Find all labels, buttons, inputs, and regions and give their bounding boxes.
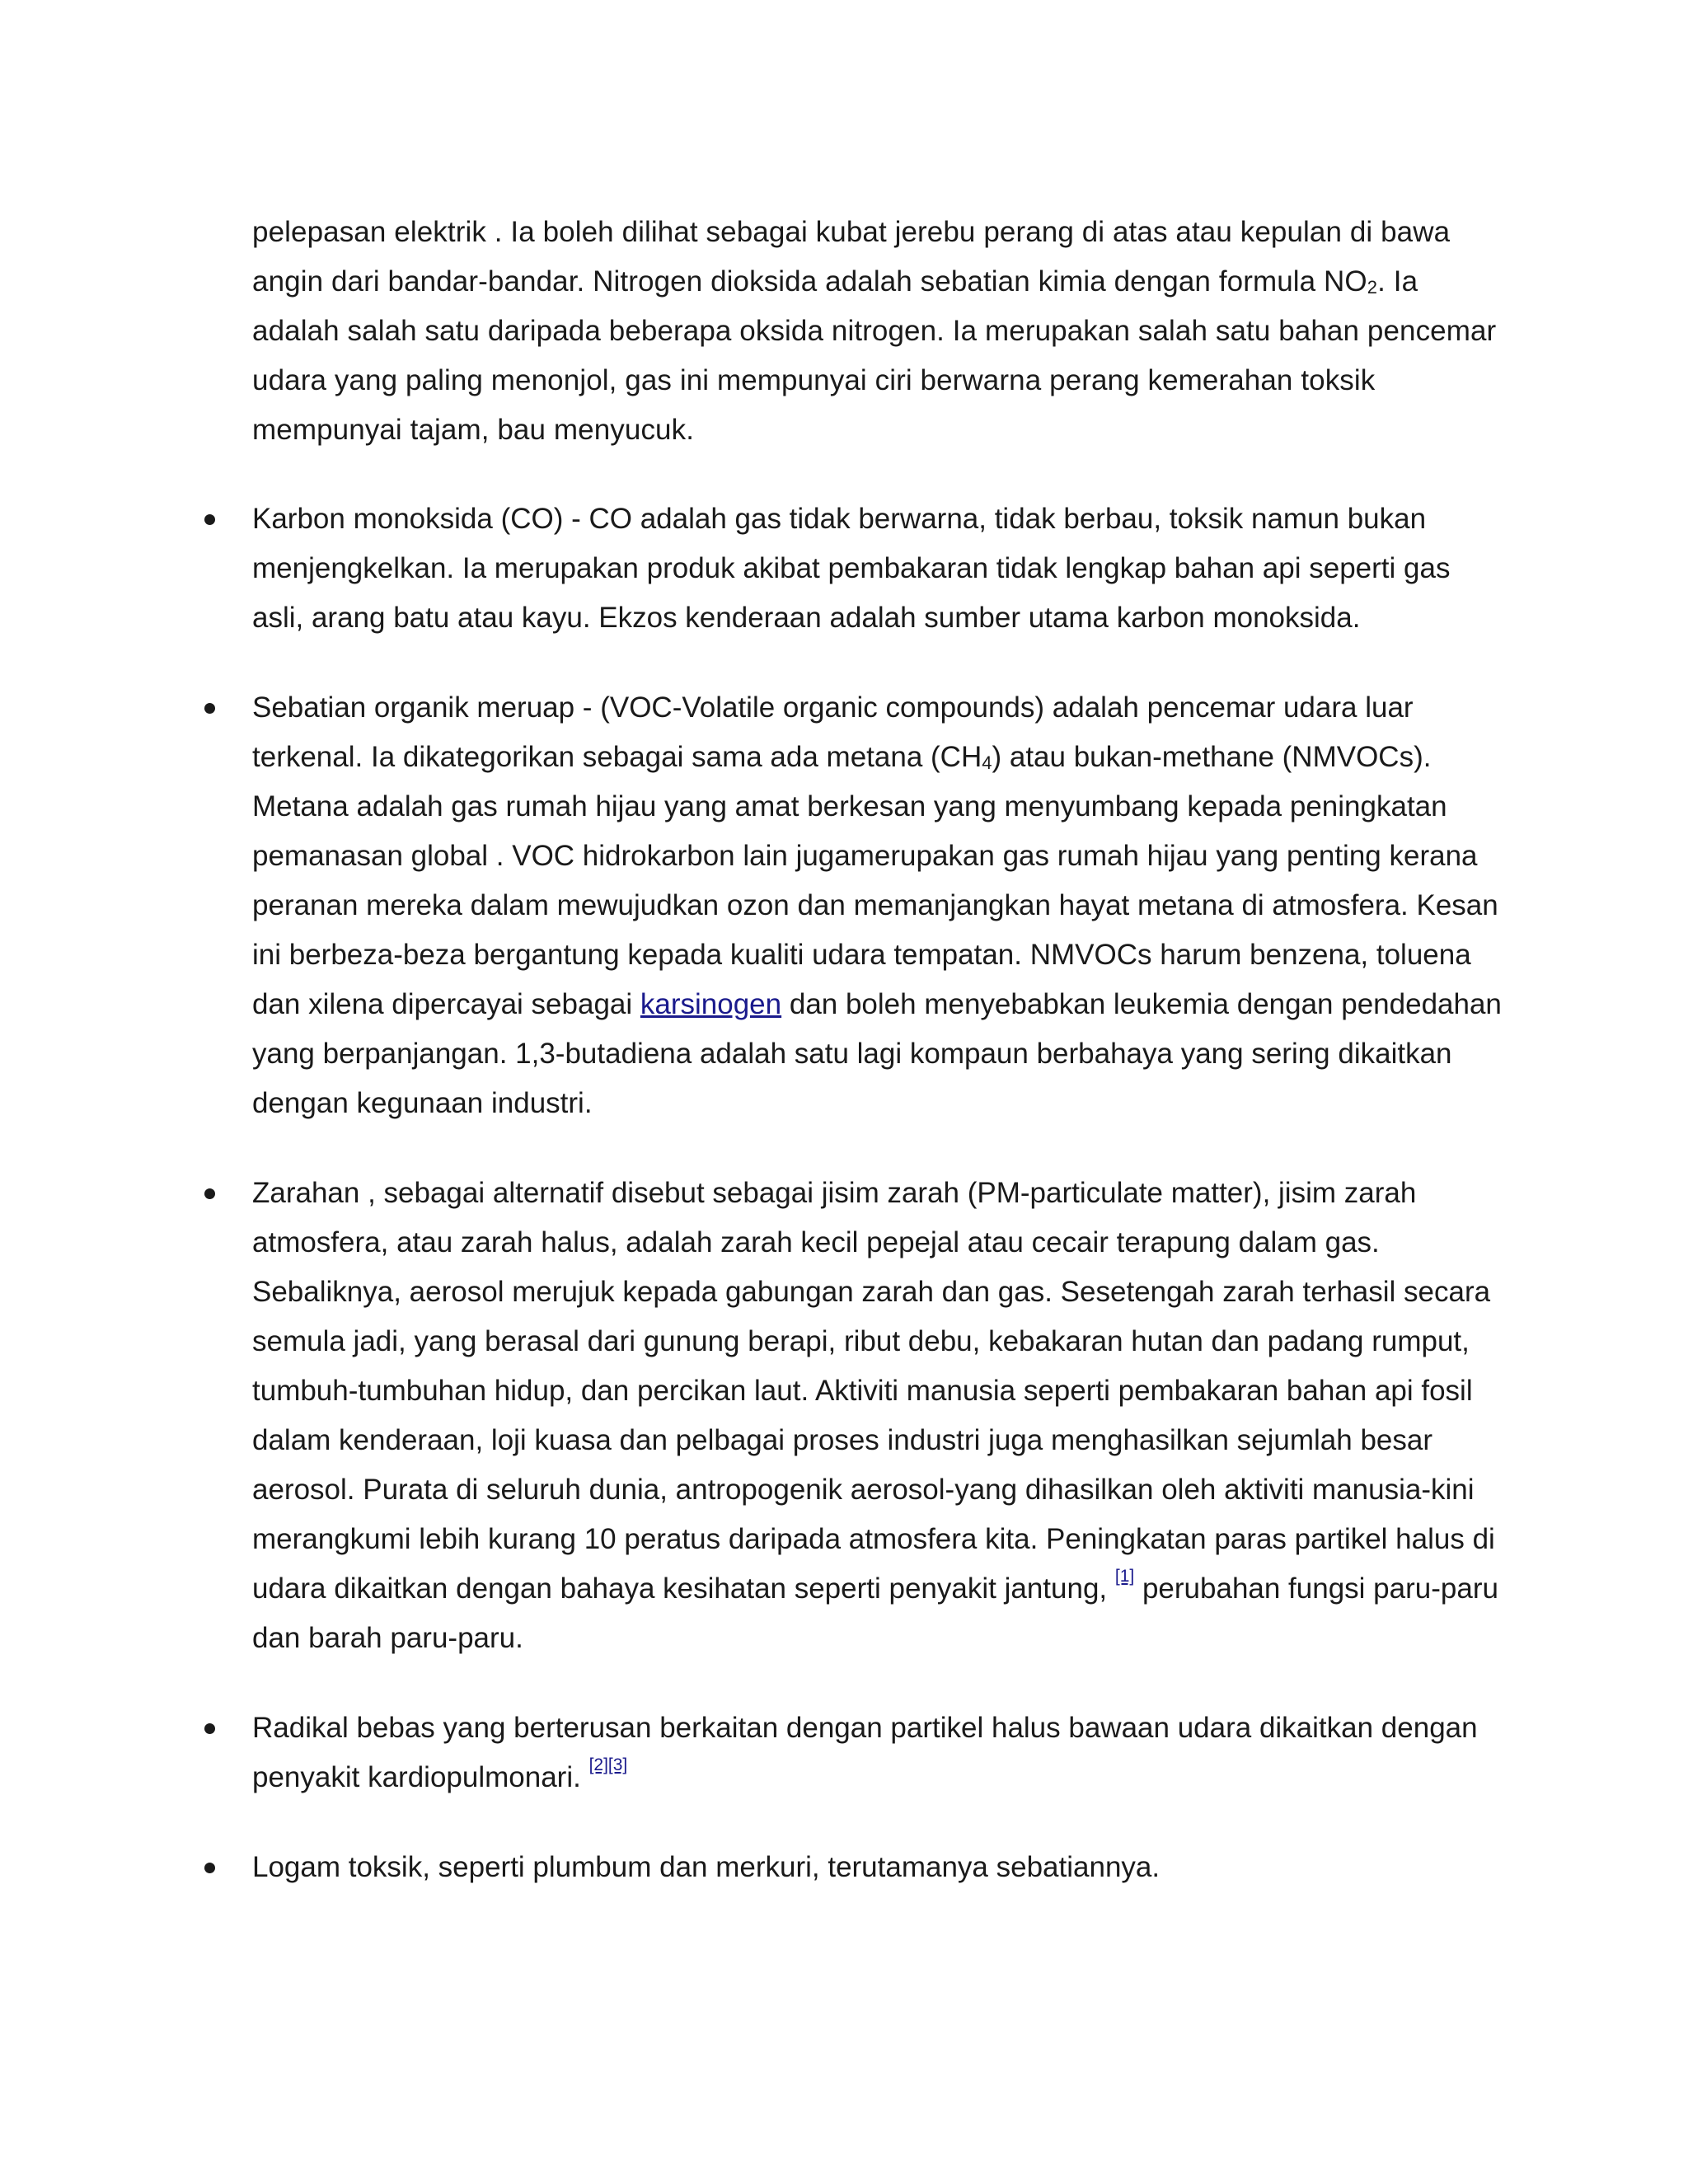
bullet-icon	[204, 703, 215, 714]
citation-2-3	[589, 1755, 628, 1774]
no2-text-part2: . Ia adalah salah satu daripada beberapa oksida nitrogen. Ia merupakan salah satu bahan pencemar udara yang paling menonjol, gas ini mempunyai ciri berwarna perang kemerahan toksik mempunyai tajam, bau menyucuk.	[252, 265, 1497, 446]
list-item-particulate-matter	[252, 1169, 1505, 1663]
voc-text-part2: ) atau bukan-methane (NMVOCs). Metana adalah gas rumah hijau yang amat berkesan yang menyumbang kepada peningkatan pemanasan global . VOC hidrokarbon lain jugamerupakan gas rumah hijau yang penting kerana peranan mereka dalam mewujudkan ozon dan memanjangkan hayat metana di atmosfera. Kesan ini berbeza-beza bergantung kepada kualiti udara tempatan. NMVOCs harum benzena, toluena dan xilena dipercayai sebagai	[252, 741, 1498, 1020]
ch4-subscript: 4	[982, 752, 992, 773]
list-item-carbon-monoxide	[252, 494, 1505, 643]
list-item-voc	[252, 683, 1505, 1128]
citation-3-link[interactable]: [3]	[607, 1755, 628, 1774]
no2-subscript: 2	[1367, 277, 1378, 298]
radicals-text: Radikal bebas yang berterusan berkaitan dengan partikel halus bawaan udara dikaitkan dengan penyakit kardiopulmonari.	[252, 1712, 1478, 1793]
pollutant-list	[252, 494, 1505, 1933]
pm-text-part1: Zarahan , sebagai alternatif disebut sebagai jisim zarah (PM-particulate matter), jisim zarah atmosfera, atau zarah halus, adalah zarah kecil pepejal atau cecair terapung dalam gas. Sebaliknya, aerosol merujuk kepada gabungan zarah dan gas. Sesetengah zarah terhasil secara semula jadi, yang berasal dari gunung berapi, ribut debu, kebakaran hutan dan padang rumput, tumbuh-tumbuhan hidup, dan percikan laut. Aktiviti manusia seperti pembakaran bahan api fosil dalam kenderaan, loji kuasa dan pelbagai proses industri juga menghasilkan sejumlah besar aerosol. Purata di seluruh dunia, antropogenik aerosol-yang dihasilkan oleh aktiviti manusia-kini merangkumi lebih kurang 10 peratus daripada atmosfera kita. Peningkatan paras partikel halus di udara dikaitkan dengan bahaya kesihatan seperti penyakit jantung,	[252, 1177, 1495, 1605]
bullet-icon	[204, 1188, 215, 1199]
bullet-icon	[204, 514, 215, 525]
carbon-monoxide-text: Karbon monoksida (CO) - CO adalah gas tidak berwarna, tidak berbau, toksik namun bukan menjengkelkan. Ia merupakan produk akibat pembakaran tidak lengkap bahan api seperti gas asli, arang batu atau kayu. Ekzos kenderaan adalah sumber utama karbon monoksida.	[252, 503, 1451, 634]
continuation-paragraph	[252, 208, 1505, 455]
citation-1-link[interactable]: [1]	[1114, 1567, 1135, 1586]
voc-text-part1: Sebatian organik meruap - (VOC-Volatile organic compounds) adalah pencemar udara luar terkenal. Ia dikategorikan sebagai sama ada metana (CH	[252, 691, 1414, 773]
voc-text-part3: dan boleh menyebabkan leukemia dengan pendedahan yang berpanjangan. 1,3-butadiena adalah satu lagi kompaun berbahaya yang sering dikaitkan dengan kegunaan industri.	[252, 988, 1502, 1119]
no2-text-part1: pelepasan elektrik . Ia boleh dilihat sebagai kubat jerebu perang di atas atau kepulan di bawa angin dari bandar-bandar. Nitrogen dioksida adalah sebatian kimia dengan formula NO	[252, 216, 1451, 298]
bullet-icon	[204, 1863, 215, 1873]
karsinogen-link[interactable]: karsinogen	[640, 988, 782, 1020]
citation-1	[1115, 1567, 1134, 1586]
list-item-toxic-metals	[252, 1843, 1505, 1892]
citation-2-link[interactable]: [2]	[588, 1755, 608, 1774]
list-item-free-radicals	[252, 1704, 1505, 1802]
bullet-icon	[204, 1723, 215, 1734]
toxic-metals-text: Logam toksik, seperti plumbum dan merkuri, terutamanya sebatiannya.	[252, 1851, 1160, 1883]
pm-text-part2: perubahan fungsi paru-paru dan barah paru-paru.	[252, 1572, 1498, 1654]
